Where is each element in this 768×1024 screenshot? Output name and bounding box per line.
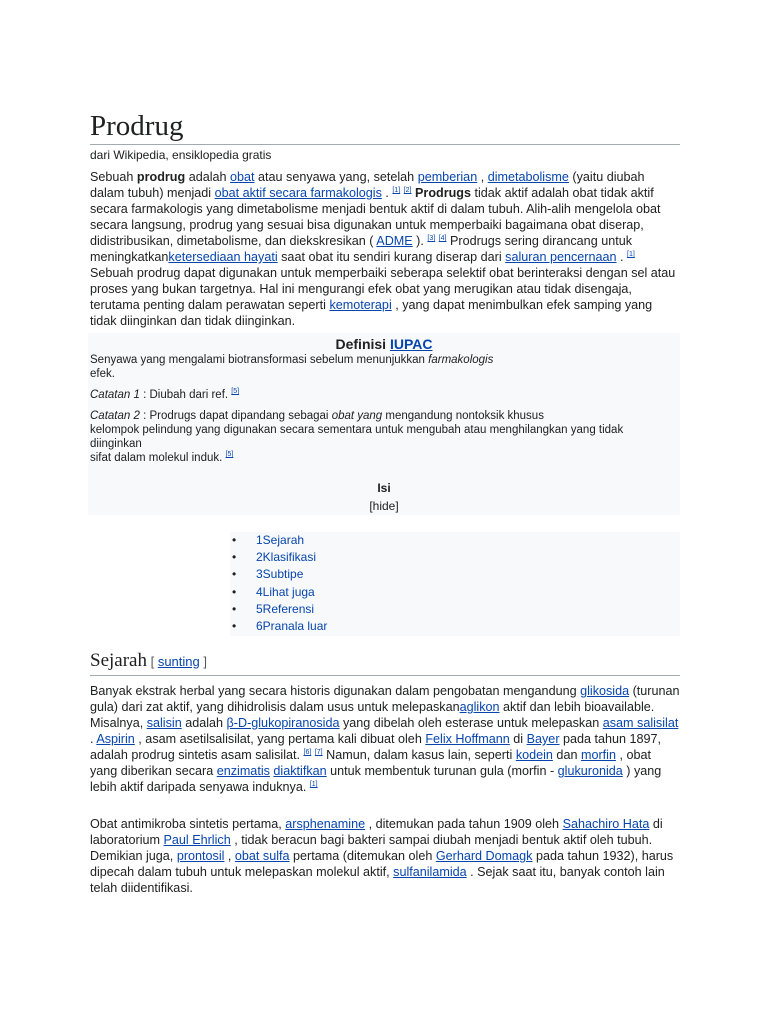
toc-item[interactable]: • 6Pranala luar: [230, 618, 680, 635]
iupac-title: Definisi IUPAC: [335, 336, 433, 352]
iupac-definition-box: [88, 333, 680, 515]
link-glukuronida[interactable]: glukuronida: [557, 764, 623, 778]
reference-link[interactable]: [5]: [225, 451, 234, 459]
iupac-definition: Senyawa yang mengalami biotransformasi sebelum menunjukkan farmakologis efek.: [90, 354, 494, 380]
table-of-contents: [230, 532, 680, 636]
reference-link[interactable]: [1]: [309, 780, 318, 788]
link-sahachiro-hata[interactable]: Sahachiro Hata: [562, 817, 650, 831]
site-tagline: dari Wikipedia, ensiklopedia gratis: [90, 148, 272, 162]
toc-item[interactable]: • 2Klasifikasi: [230, 549, 680, 566]
reference-link[interactable]: [4]: [438, 234, 447, 242]
iupac-note-2: Catatan 2 : Prodrugs dapat dipandang sebagai obat yang mengandung nontoksik khusus kelompok pelindung yang digunakan secara sementara untuk mengubah atau menghilangkan yang tidak diinginkan sifat dalam molekul induk. [5]: [90, 410, 624, 464]
link-adme[interactable]: ADME: [376, 234, 413, 248]
sejarah-paragraph-2: Obat antimikroba sintetis pertama, arsphenamine , ditemukan pada tahun 1909 oleh Sahachiro Hata di laboratorium Paul Ehrlich , tidak beracun bagi bakteri sampai diubah menjadi bentuk aktif oleh tubuh. Demikian juga, prontosil , obat sulfa pertama (ditemukan oleh Gerhard Domagk pada tahun 1932), harus dipecah dalam tubuh untuk melepaskan molekul aktif, sulfanilamida . Sejak saat itu, banyak contoh lain telah diidentifikasi.: [90, 817, 674, 895]
sejarah-paragraph-1: Banyak ekstrak herbal yang secara historis digunakan dalam pengobatan mengandung glikosida (turunan gula) dari zat aktif, yang dihidrolisis dalam usus untuk melepaskanaglikon aktif dan lebih bioavailable. Misalnya, salisin adalah β-D-glukopiranosida yang dibelah oleh esterase untuk melepaskan asam salisilat . Aspirin , asam asetilsalisilat, yang pertama kali dibuat oleh Felix Hoffmann di Bayer pada tahun 1897, adalah prodrug sintetis asam salisilat. [6] [7] Namun, dalam kasus lain, seperti kodein dan morfin , obat yang diberikan secara enzimatis diaktifkan untuk membentuk turunan gula (morfin - glukuronida ) yang lebih aktif daripada senyawa induknya. [1]: [90, 684, 680, 794]
link-iupac[interactable]: IUPAC: [389, 336, 433, 352]
link-salisin[interactable]: salisin: [146, 716, 182, 730]
link-kemoterapi[interactable]: kemoterapi: [329, 298, 392, 312]
link-felix-hoffmann[interactable]: Felix Hoffmann: [425, 732, 510, 746]
link-obat-sulfa[interactable]: obat sulfa: [234, 849, 290, 863]
link-beta-d-glukopiranosida[interactable]: β-D-glukopiranosida: [226, 716, 340, 730]
reference-link[interactable]: [5]: [231, 388, 240, 396]
toc-hide-toggle[interactable]: [hide]: [369, 499, 399, 513]
link-dimetabolisme[interactable]: dimetabolisme: [487, 170, 569, 184]
reference-link[interactable]: [6]: [303, 748, 312, 756]
edit-section-link[interactable]: sunting: [157, 654, 200, 669]
reference-link[interactable]: [2]: [403, 186, 412, 194]
link-asam-salisilat[interactable]: asam salisilat: [602, 716, 679, 730]
link-bayer[interactable]: Bayer: [526, 732, 560, 746]
link-obat[interactable]: obat: [230, 170, 255, 184]
lead-paragraph: Sebuah prodrug adalah obat atau senyawa yang, setelah pemberian , dimetabolisme (yaitu diubah dalam tubuh) menjadi obat aktif secara farmakologis . [1] [2] Prodrugs tidak aktif adalah obat tidak aktif secara farmakologis yang dimetabolisme menjadi bentuk aktif di dalam tubuh. Alih-alih mengelola obat secara langsung, prodrug yang sesuai bisa digunakan untuk memperbaiki bagaimana obat diserap, didistribusikan, dimetabolisme, dan diekskresikan ( ADME ). [3] [4] Prodrugs sering dirancang untuk meningkatkanketersediaan hayati saat obat itu sendiri kurang diserap dari saluran pencernaan . [1] Sebuah prodrug dapat digunakan untuk memperbaiki seberapa selektif obat berinteraksi dengan sel atau proses yang bukan targetnya. Hal ini mengurangi efek obat yang merugikan atau tidak disengaja, terutama penting dalam perawatan seperti kemoterapi , yang dapat menimbulkan efek samping yang tidak diinginkan dan tidak diinginkan.: [90, 170, 676, 328]
toc-item[interactable]: • 5Referensi: [230, 601, 680, 618]
reference-link[interactable]: [1]: [627, 250, 635, 258]
section-heading-sejarah: Sejarah [ sunting ]: [90, 648, 680, 676]
page-title: Prodrug: [90, 108, 680, 145]
reference-link[interactable]: [1]: [392, 186, 401, 194]
iupac-note-1: Catatan 1 : Diubah dari ref. [5]: [90, 388, 240, 401]
link-ketersediaan-hayati[interactable]: ketersediaan hayati: [168, 250, 278, 264]
toc-item[interactable]: • 4Lihat juga: [230, 584, 680, 601]
link-saluran-pencernaan[interactable]: saluran pencernaan: [505, 250, 617, 264]
link-kodein[interactable]: kodein: [515, 748, 553, 762]
toc-title: Isi: [377, 481, 391, 495]
link-sulfanilamida[interactable]: sulfanilamida: [393, 865, 467, 879]
link-paul-ehrlich[interactable]: Paul Ehrlich: [163, 833, 231, 847]
link-enzimatis[interactable]: enzimatis: [216, 764, 270, 778]
link-gerhard-domagk[interactable]: Gerhard Domagk: [435, 849, 533, 863]
reference-link[interactable]: [3]: [427, 234, 436, 242]
link-morfin[interactable]: morfin: [580, 748, 616, 762]
link-diaktifkan[interactable]: diaktifkan: [273, 764, 327, 778]
link-arsphenamine[interactable]: arsphenamine: [285, 817, 366, 831]
link-obat-aktif[interactable]: obat aktif secara farmakologis: [214, 186, 382, 200]
link-aglikon[interactable]: aglikon: [459, 700, 500, 714]
link-prontosil[interactable]: prontosil: [176, 849, 225, 863]
link-glikosida[interactable]: glikosida: [580, 684, 630, 698]
reference-link[interactable]: [7]: [314, 748, 323, 756]
toc-item[interactable]: • 3Subtipe: [230, 566, 680, 583]
edit-section: [ sunting ]: [146, 654, 207, 669]
link-aspirin[interactable]: Aspirin: [96, 732, 135, 746]
toc-item[interactable]: • 1Sejarah: [230, 532, 680, 549]
link-pemberian[interactable]: pemberian: [417, 170, 478, 184]
